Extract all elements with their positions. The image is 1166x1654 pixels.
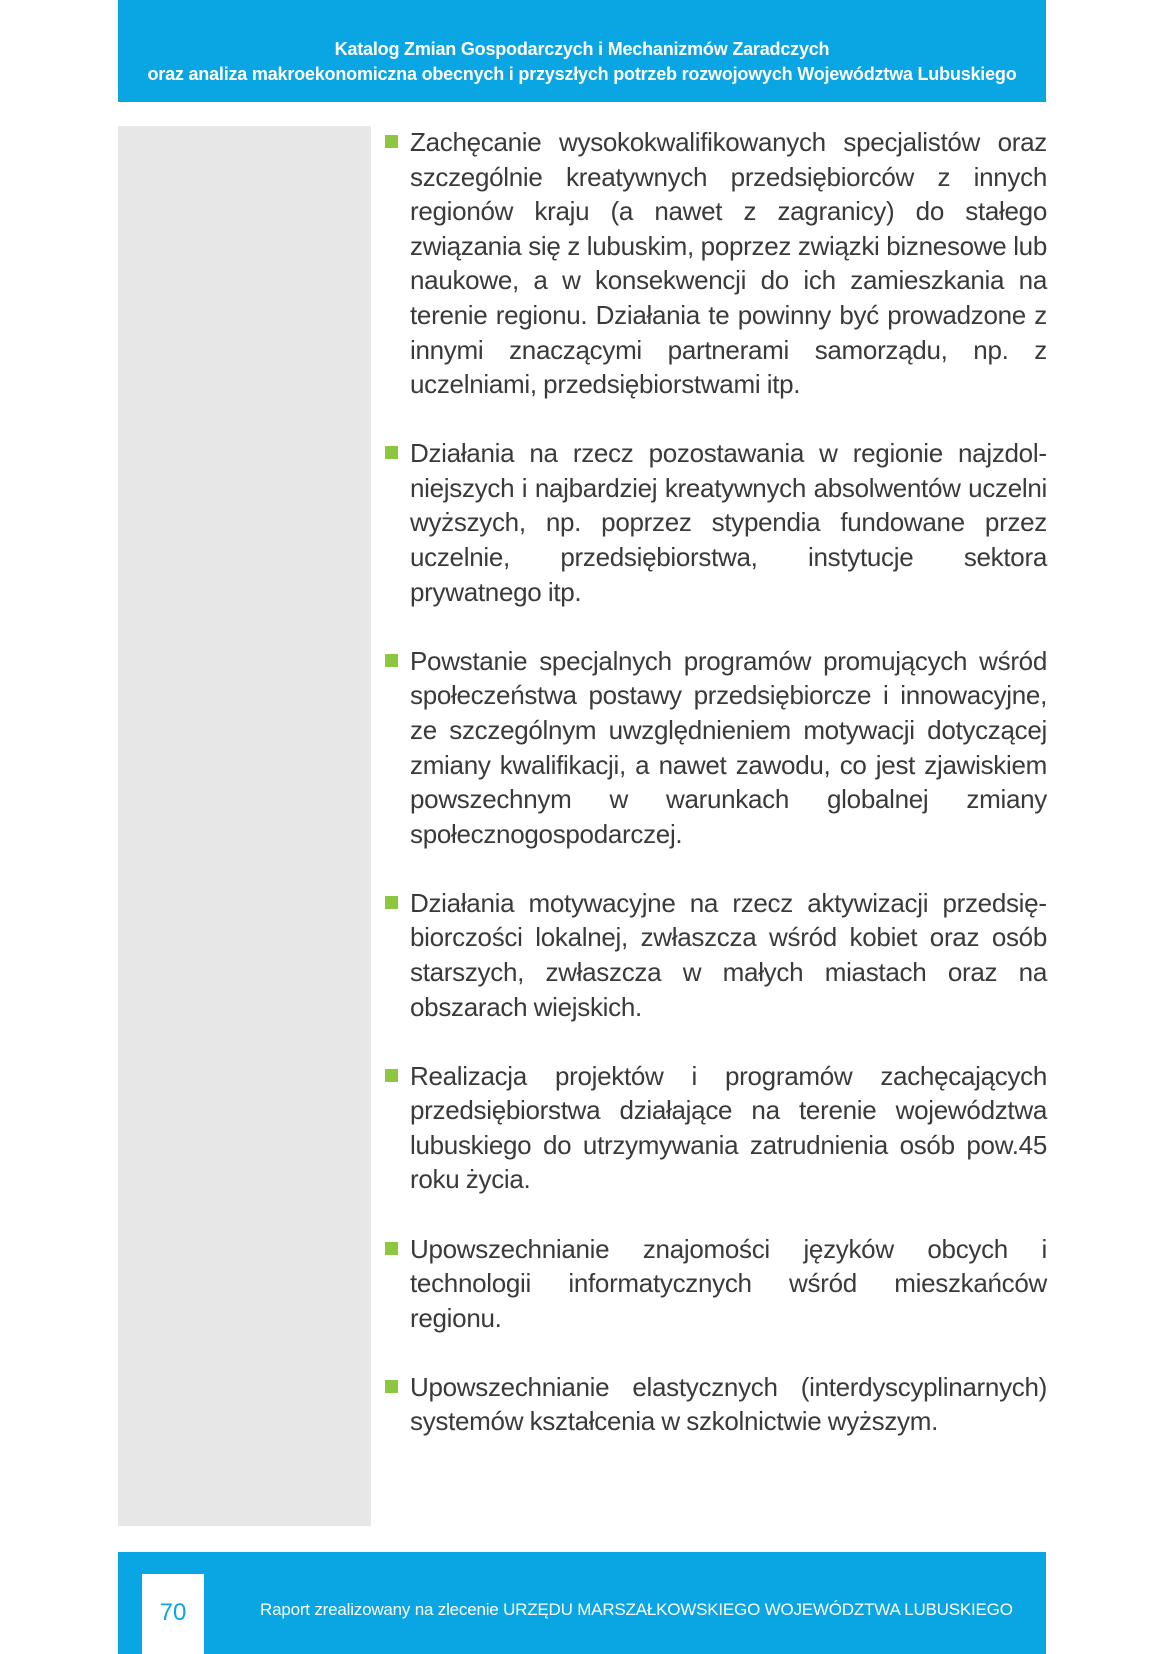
list-item	[383, 125, 1047, 402]
square-bullet-icon	[385, 446, 398, 459]
list-item-text: Zachęcanie wysokokwalifikowanych specjalistów oraz szczególnie kreatywnych przedsiębiorców z innych regionów kraju (a nawet z zagranicy) do stałego związania się z lubuskim, poprzez związki biznesowe lub naukowe, a w konsekwencji do ich zamieszkania na terenie regionu. Działania te powinny być prowadzone z innymi znaczącymi partnerami samorządu, np. z uczelniami, przedsiębiorstwami itp.	[410, 127, 1047, 400]
square-bullet-icon	[385, 1069, 398, 1082]
list-item-text: Działania motywacyjne na rzecz aktywizacji przedsiębiorczości lokalnej, zwłaszcza wśród kobiet oraz osób starszych, zwłaszcza w małych miastach oraz na obszarach wiejskich.	[410, 887, 1047, 1022]
list-item-text: Realizacja projektów i programów zachęcających przedsiębiorstwa działające na terenie województwa lubuskiego do utrzymywania zatrudnienia osób pow.45 roku życia.	[410, 1060, 1047, 1195]
square-bullet-icon	[385, 896, 398, 909]
list-item	[383, 1059, 1047, 1197]
square-bullet-icon	[385, 1242, 398, 1255]
header-title-line2: oraz analiza makroekonomiczna obecnych i przyszłych potrzeb rozwojowych Województwa Lubuskiego	[147, 64, 1017, 84]
square-bullet-icon	[385, 654, 398, 667]
list-item	[383, 1370, 1047, 1439]
list-item-text: Powstanie specjalnych programów promujących wśród społeczeństwa postawy przedsiębiorcze i innowacyjne, ze szczególnym uwzględnieniem motywacji dotyczącej zmiany kwalifikacji, a nawet zawodu, co jest zjawiskiem powszechnym w warunkach globalnej zmiany społecznogospodarczej.	[410, 645, 1047, 849]
list-item-text: Upowszechnianie elastycznych (interdyscyplinarnych) systemów kształcenia w szkolnictwie wyższym.	[410, 1371, 1047, 1437]
list-item	[383, 436, 1047, 609]
list-item	[383, 644, 1047, 852]
square-bullet-icon	[385, 1380, 398, 1393]
footer-text: Raport zrealizowany na zlecenie URZĘDU MARSZAŁKOWSKIEGO WOJEWÓDZTWA LUBUSKIEGO	[260, 1600, 1013, 1619]
side-panel	[118, 126, 371, 1526]
list-item-text: Działania na rzecz pozostawania w regionie najzdolniejszych i najbardziej kreatywnych absolwentów uczelni wyższych, np. poprzez stypendia fundowane przez uczelnie, przedsiębiorstwa, instytucje sektora prywatnego itp.	[410, 438, 1047, 607]
list-item-text: Upowszechnianie znajomości języków obcych i technologii informatycznych wśród mieszkańców regionu.	[410, 1233, 1047, 1333]
page-header	[118, 0, 1046, 102]
page-footer	[118, 1552, 1046, 1654]
square-bullet-icon	[385, 135, 398, 148]
list-item	[383, 886, 1047, 1024]
bullet-list	[383, 125, 1047, 1474]
list-item	[383, 1232, 1047, 1336]
page-number: 70	[142, 1574, 204, 1654]
header-title-line1: Katalog Zmian Gospodarczych i Mechanizmów Zaradczych	[334, 39, 830, 59]
